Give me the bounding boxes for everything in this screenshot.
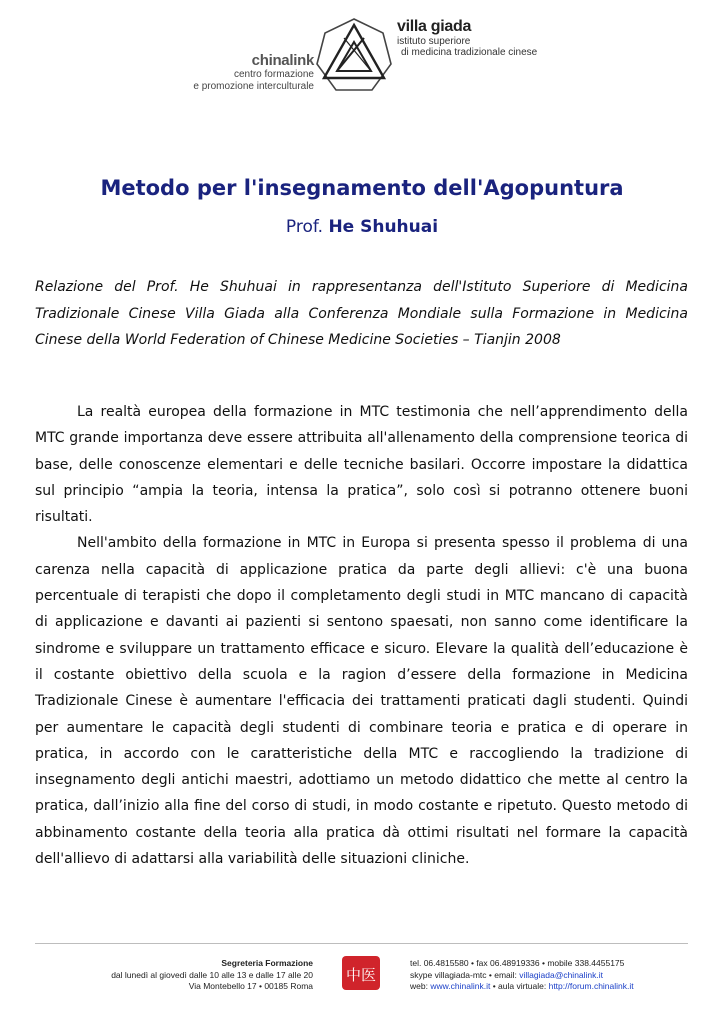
skype-label: skype villagiada-mtc • email:: [410, 969, 520, 980]
letterhead: [0, 0, 724, 110]
contact-line-web: [410, 981, 710, 993]
chinalink-brand: chinalink: [251, 52, 314, 69]
classroom-label: • aula virtuale:: [490, 981, 549, 991]
intro-paragraph: Relazione del Prof. He Shuhuai in rappresentanza dell'Istituto Superiore di Medicina Tradizionale Cinese Villa Giada alla Conferenza Mondiale sulla Formazione in Medicina Cinese della World Federation of Chinese Medicine Societies – Tianjin 2008: [35, 279, 688, 348]
email-link[interactable]: villagiada@chinalink.it: [519, 969, 604, 980]
contact-line-email: [410, 970, 710, 982]
villa-giada-tagline-1: istituto superiore: [397, 36, 471, 47]
secretariat-address: Via Montebello 17 • 00185 Roma: [188, 981, 313, 991]
web-label: web:: [410, 981, 431, 991]
body-text: [35, 399, 688, 872]
body-paragraph-2: Nell'ambito della formazione in MTC in Europa si presenta spesso il problema di una carenza nella capacità di applicazione pratica da parte degli allievi: c'è una buona percentuale di terapisti che dopo il completamento degli studi in MTC mancano di capacità di applicazione e davanti ai pazienti si sentono spaesati, non sanno come identificare la sindrome e sviluppare un trattamento efficace e sicuro. Elevare la qualità dell’educazione è il costante obiettivo della scuola e la ragion d’essere della formazione in Medicina Tradizionale Cinese è aumentare l'efficacia dei trattamenti praticati dagli studenti. Quindi per aumentare le capacità degli studenti di combinare teoria e pratica e di operare in pratica, in accordo con le caratteristiche della MTC e raccogliendo la tradizione di insegnamento degli antichi maestri, adottiamo un metodo didattico che mette al centro la pratica, dall’inizio alla fine del corso di studi, in modo costante e ripetuto. Questo metodo di abbinamento costante della teoria alla pratica dà ottimi risultati nel formare la capacità dell'allievo di adattarsi alla variabilità delle situazioni cliniche.: [35, 535, 688, 868]
chinalink-tagline-1: centro formazione: [233, 69, 314, 80]
document-title: Metodo per l'insegnamento dell'Agopuntura: [100, 176, 624, 200]
triangle-heptagon-emblem-icon: [314, 16, 394, 96]
website-link[interactable]: www.chinalink.it: [430, 981, 491, 991]
chinalink-logo: [190, 52, 314, 93]
villa-giada-brand: villa giada: [397, 18, 472, 35]
footer-contacts: [410, 958, 710, 993]
villa-giada-logo: [397, 18, 597, 58]
contact-phones: tel. 06.4815580 • fax 06.48919336 • mobile 338.4455175: [410, 958, 625, 968]
author-line: [0, 217, 724, 237]
footer-secretariat: [40, 958, 313, 993]
chinalink-tagline-2: e promozione interculturale: [193, 81, 314, 92]
secretariat-heading: Segreteria Formazione: [221, 958, 313, 968]
secretariat-hours: dal lunedì al giovedì dalle 10 alle 13 e dalle 17 alle 20: [111, 969, 313, 980]
forum-link[interactable]: http://forum.chinalink.it: [548, 981, 634, 991]
author-name: He Shuhuai: [328, 217, 439, 237]
footer-divider: [35, 943, 688, 944]
seal-text: 中医: [345, 966, 377, 984]
villa-giada-tagline-2: di medicina tradizionale cinese: [401, 47, 538, 58]
author-prefix: Prof.: [285, 217, 324, 237]
red-chinese-seal-icon: [341, 955, 381, 991]
body-paragraph-1: La realtà europea della formazione in MTC testimonia che nell’apprendimento della MTC grande importanza deve essere attribuita all'allenamento della comprensione teorica di base, delle conoscenze elementari e delle tecniche basilari. Occorre impostare la didattica sul principio “ampia la teoria, intensa la pratica”, solo così si potranno ottenere buoni risultati.: [35, 404, 688, 526]
